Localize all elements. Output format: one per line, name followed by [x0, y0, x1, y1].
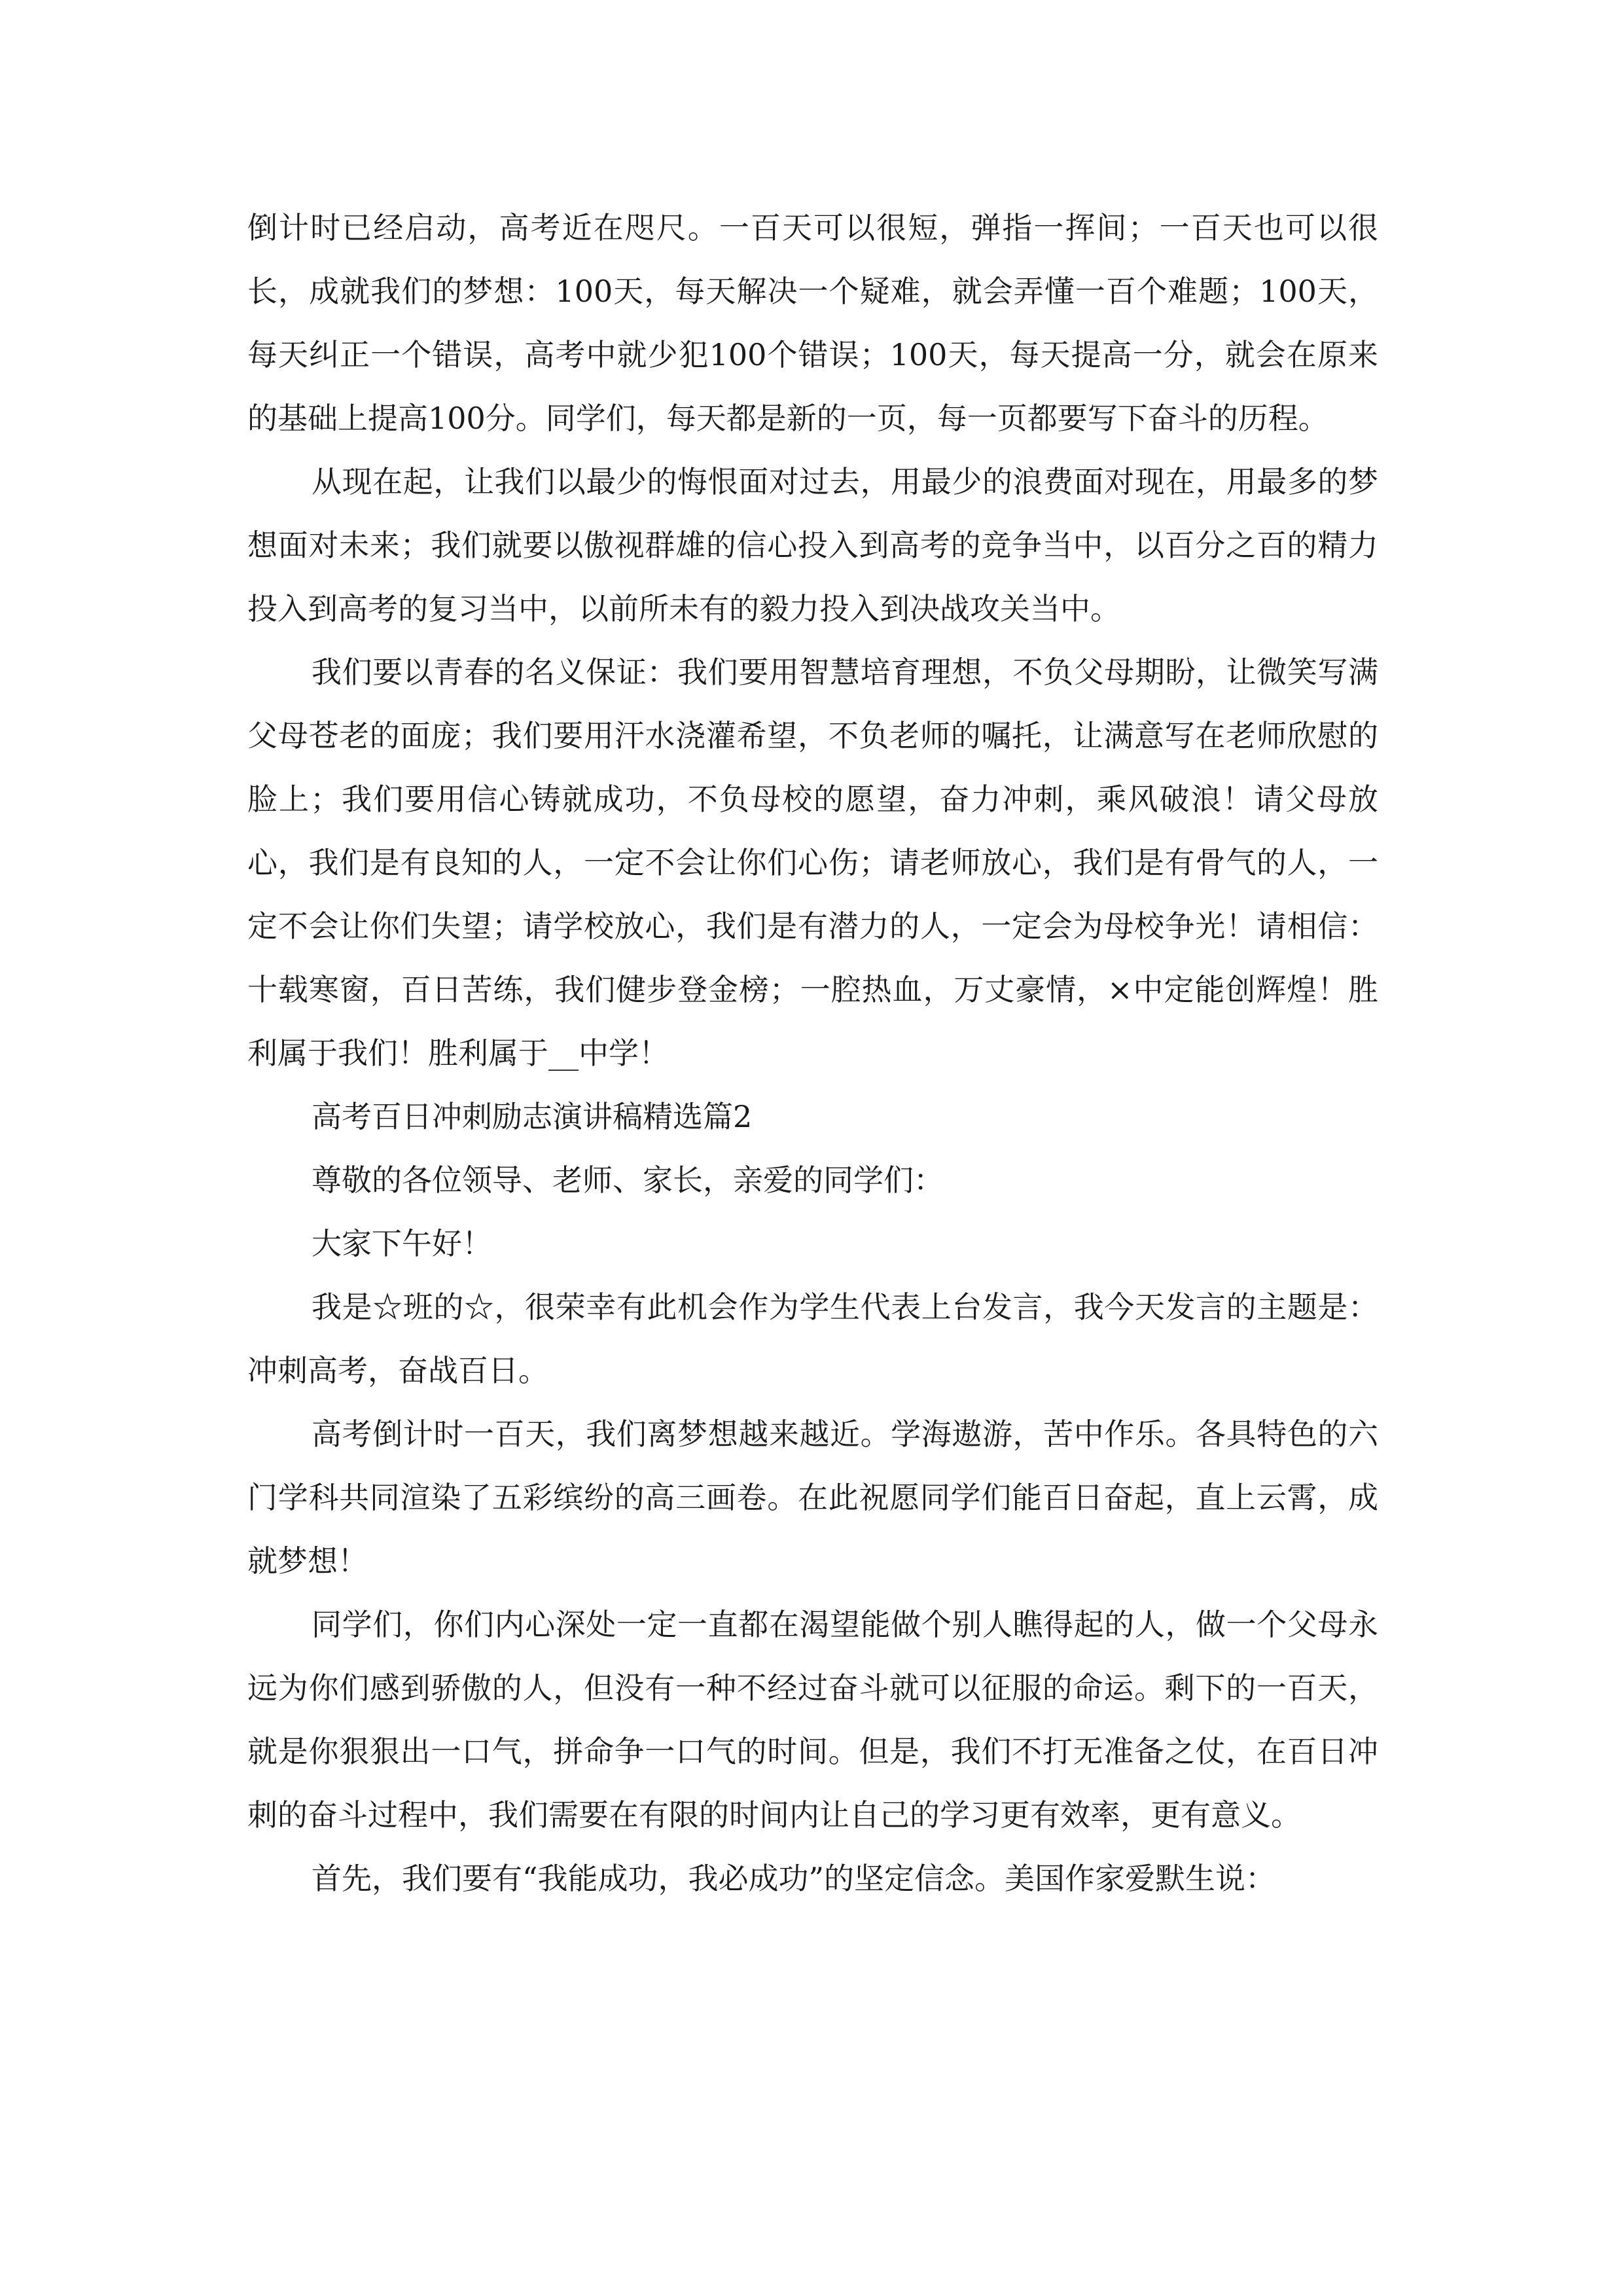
paragraph-countdown: 倒计时已经启动，高考近在咫尺。一百天可以很短，弹指一挥间；一百天也可以很长，成就我们的梦想：100天，每天解决一个疑难，就会弄懂一百个难题；100天，每天纠正一个错误，高考中就少犯100个错误；100天，每天提高一分，就会在原来的基础上提高100分。同学们，每天都是新的一页，每一页都要写下奋斗的历程。 [247, 210, 1378, 436]
paragraph-from-now-on: 从现在起，让我们以最少的悔恨面对过去，用最少的浪费面对现在，用最多的梦想面对未来；我们就要以傲视群雄的信心投入到高考的竞争当中，以百分之百的精力投入到高考的复习当中，以前所未有的毅力投入到决战攻关当中。 [247, 464, 1378, 626]
paragraph-introduction: 我是☆班的☆，很荣幸有此机会作为学生代表上台发言，我今天发言的主题是：冲刺高考，奋战百日。 [247, 1289, 1378, 1388]
paragraph-pledge: 我们要以青春的名义保证：我们要用智慧培育理想，不负父母期盼，让微笑写满父母苍老的面庞；我们要用汗水浇灌希望，不负老师的嘱托，让满意写在老师欣慰的脸上；我们要用信心铸就成功，不负母校的愿望，奋力冲刺，乘风破浪！请父母放心，我们是有良知的人，一定不会让你们心伤；请老师放心，我们是有骨气的人，一定不会让你们失望；请学校放心，我们是有潜力的人，一定会为母校争光！请相信：十载寒窗，百日苦练，我们健步登金榜；一腔热血，万丈豪情，×中定能创辉煌！胜利属于我们！胜利属于__中学！ [247, 655, 1378, 1071]
paragraph-classmates: 同学们，你们内心深处一定一直都在渴望能做个别人瞧得起的人，做一个父母永远为你们感到骄傲的人，但没有一种不经过奋斗就可以征服的命运。剩下的一百天，就是你狠狠出一口气，拼命争一口气的时间。但是，我们不打无准备之仗，在百日冲刺的奋斗过程中，我们需要在有限的时间内让自己的学习更有效率，更有意义。 [247, 1607, 1378, 1833]
section-heading: 高考百日冲刺励志演讲稿精选篇2 [312, 1099, 753, 1134]
greeting: 大家下午好！ [312, 1226, 492, 1261]
document-page [247, 196, 1378, 1910]
salutation: 尊敬的各位领导、老师、家长，亲爱的同学们： [312, 1162, 944, 1198]
paragraph-hundred-days: 高考倒计时一百天，我们离梦想越来越近。学海遨游，苦中作乐。各具特色的六门学科共同渲染了五彩缤纷的高三画卷。在此祝愿同学们能百日奋起，直上云霄，成就梦想！ [247, 1416, 1378, 1579]
paragraph-first-belief: 首先，我们要有“我能成功，我必成功”的坚定信念。美国作家爱默生说： [312, 1861, 1276, 1896]
